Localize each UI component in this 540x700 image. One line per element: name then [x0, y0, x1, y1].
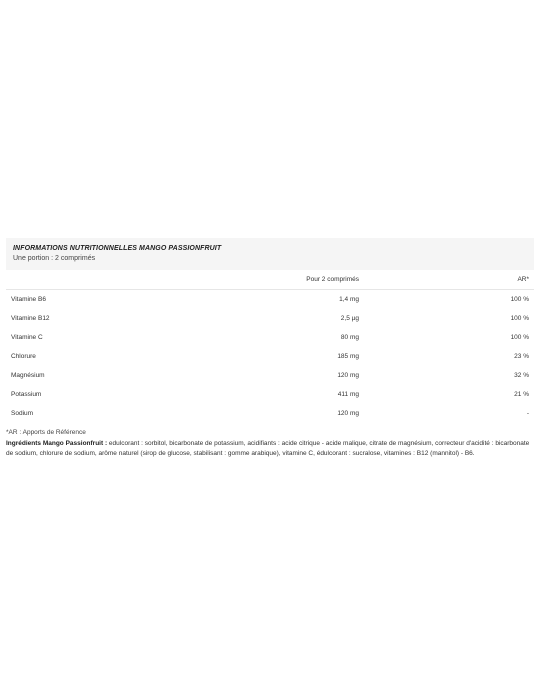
nutrient-name: Vitamine B12 [11, 315, 50, 322]
nutrient-amount: 120 mg [337, 372, 359, 379]
nutrition-header [6, 238, 534, 270]
nutrient-amount: 185 mg [337, 353, 359, 360]
table-row [6, 328, 534, 347]
nutrient-name: Magnésium [11, 372, 45, 379]
column-header-ar: AR* [359, 270, 534, 290]
table-row [6, 385, 534, 404]
nutrient-ar: 100 % [510, 315, 529, 322]
nutrient-name: Potassium [11, 391, 42, 398]
ar-footnote: *AR : Apports de Référence [6, 429, 86, 436]
nutrient-amount: 411 mg [337, 391, 359, 398]
nutrition-title: INFORMATIONS NUTRITIONNELLES MANGO PASSIONFRUIT [13, 245, 222, 252]
ingredients-label: Ingrédients Mango Passionfruit : [6, 440, 108, 447]
column-header-nutrient [6, 270, 211, 290]
table-header-row [6, 270, 534, 290]
nutrient-ar: - [526, 410, 529, 417]
nutrient-ar: 100 % [510, 334, 529, 341]
nutrient-name: Vitamine C [11, 334, 43, 341]
nutrient-ar: 21 % [514, 391, 529, 398]
nutrition-table [6, 270, 534, 423]
nutrient-name: Chlorure [11, 353, 36, 360]
table-row [6, 309, 534, 328]
nutrient-amount: 1,4 mg [339, 296, 359, 303]
nutrient-amount: 120 mg [337, 410, 359, 417]
serving-size: Une portion : 2 comprimés [13, 255, 96, 262]
table-row [6, 404, 534, 423]
nutrient-amount: 2,5 µg [340, 315, 359, 322]
table-row [6, 347, 534, 366]
ingredients-text [6, 439, 534, 458]
nutrient-name: Sodium [11, 410, 34, 417]
table-row [6, 366, 534, 385]
nutrient-amount: 80 mg [340, 334, 359, 341]
table-row [6, 290, 534, 310]
column-header-per-serving: Pour 2 comprimés [211, 270, 359, 290]
nutrient-ar: 23 % [514, 353, 529, 360]
nutrient-ar: 32 % [514, 372, 529, 379]
ingredients-list: edulcorant : sorbitol, bicarbonate de potassium, acidifiants : acide citrique - acide malique, citrate de magnésium, correcteur d'acidité : bicarbonate de sodium, chlorure de sodium, arôme naturel (sirop de glucose, stabilisant : gomme arabique), vitamine C, édulcorant : sucralose, vitamines : B12 (mannitol) - B6. [6, 440, 530, 457]
nutrition-panel [6, 238, 534, 458]
nutrient-ar: 100 % [510, 296, 529, 303]
nutrient-name: Vitamine B6 [11, 296, 46, 303]
